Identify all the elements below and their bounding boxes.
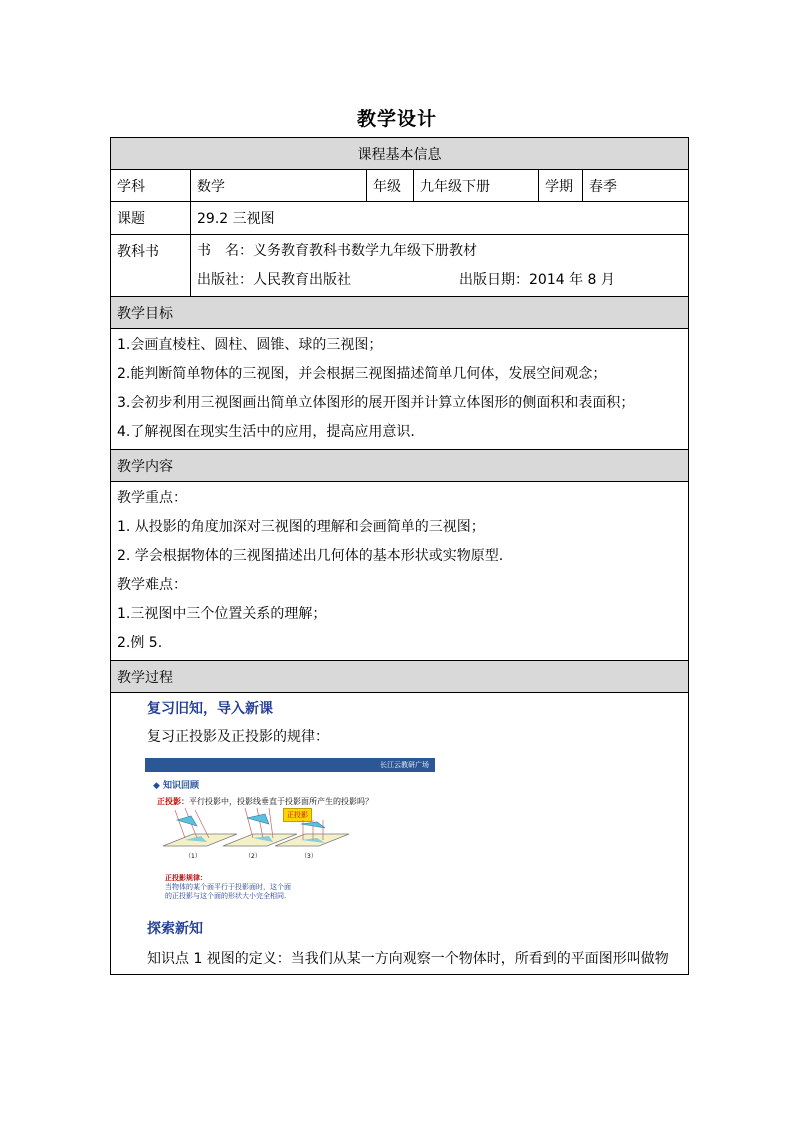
term-value: 春季 bbox=[583, 170, 689, 202]
goal-item: 3.会初步利用三视图画出简单立体图形的展开图并计算立体图形的侧面积和表面积； bbox=[117, 395, 635, 411]
slide-question-term: 正投影： bbox=[157, 797, 189, 806]
slide-rule-line: 的正投影与这个面的形状大小完全相同. bbox=[165, 892, 287, 900]
figure-label-1: （1） bbox=[185, 853, 201, 860]
goal-item: 1.会画直棱柱、圆柱、圆锥、球的三视图； bbox=[117, 337, 383, 353]
section-content: 教学内容 bbox=[111, 450, 689, 482]
projection-line bbox=[175, 810, 185, 838]
figure-label-2: （2） bbox=[245, 853, 261, 860]
projection-line bbox=[269, 808, 273, 838]
explore-heading: 探索新知 bbox=[147, 921, 203, 937]
goals-cell bbox=[111, 329, 689, 450]
key-point-item: 2. 学会根据物体的三视图描述出几何体的基本形状或实物原型. bbox=[117, 548, 504, 564]
goal-item: 4.了解视图在现实生活中的应用，提高应用意识. bbox=[117, 424, 415, 440]
slide-heading: ◆ 知识回顾 bbox=[153, 781, 200, 791]
orthographic-badge: 正投影 bbox=[283, 808, 312, 822]
textbook-label: 教科书 bbox=[111, 235, 191, 297]
publish-date: 出版日期：2014 年 8 月 bbox=[459, 272, 615, 288]
publisher-row bbox=[197, 266, 682, 295]
figure-label-3: （3） bbox=[301, 853, 317, 860]
publisher: 出版社：人民教育出版社 bbox=[197, 272, 351, 288]
knowledge-review-slide bbox=[145, 758, 435, 908]
process-cell bbox=[111, 693, 689, 975]
page-title: 教学设计 bbox=[356, 108, 437, 130]
review-text: 复习正投影及正投影的规律： bbox=[147, 729, 329, 745]
projection-line bbox=[257, 808, 263, 838]
subject-value: 数学 bbox=[191, 170, 367, 202]
content-cell bbox=[111, 482, 689, 661]
key-point-item: 1. 从投影的角度加深对三视图的理解和会画简单的三视图； bbox=[117, 519, 485, 535]
key-points-title: 教学重点： bbox=[117, 490, 187, 506]
section-basic-info: 课程基本信息 bbox=[111, 138, 689, 170]
textbook-info bbox=[191, 235, 689, 297]
grade-label: 年级 bbox=[367, 170, 414, 202]
topic-label: 课题 bbox=[111, 202, 191, 235]
slide-question-text: 平行投影中，投影线垂直于投影面所产生的投影吗？ bbox=[189, 797, 373, 806]
slide-rule-line: 当物体的某个面平行于投影面时，这个面 bbox=[165, 883, 291, 891]
slide-brand-logo: 长江云教研广场 bbox=[380, 761, 429, 769]
term-label: 学期 bbox=[539, 170, 583, 202]
knowledge-point-text: 知识点 1 视图的定义：当我们从某一方向观察一个物体时，所看到的平面图形叫做物 bbox=[147, 951, 669, 967]
object-2 bbox=[247, 814, 269, 824]
slide-rule-title: 正投影规律： bbox=[165, 874, 207, 882]
lesson-plan-table bbox=[110, 137, 689, 975]
grade-value: 九年级下册 bbox=[414, 170, 539, 202]
section-process: 教学过程 bbox=[111, 661, 689, 693]
difficulties-title: 教学难点： bbox=[117, 577, 187, 593]
slide-rule bbox=[165, 874, 291, 901]
topic-value: 29.2 三视图 bbox=[191, 202, 689, 235]
projection-line bbox=[245, 808, 253, 838]
book-name: 书 名：义务教育教科书数学九年级下册教材 bbox=[197, 243, 477, 259]
section-goals: 教学目标 bbox=[111, 297, 689, 329]
goal-item: 2.能判断简单物体的三视图，并会根据三视图描述简单几何体，发展空间观念； bbox=[117, 366, 607, 382]
subject-label: 学科 bbox=[111, 170, 191, 202]
difficulty-item: 1.三视图中三个位置关系的理解； bbox=[117, 606, 327, 622]
review-heading: 复习旧知，导入新课 bbox=[147, 701, 273, 717]
difficulty-item: 2.例 5. bbox=[117, 635, 163, 651]
